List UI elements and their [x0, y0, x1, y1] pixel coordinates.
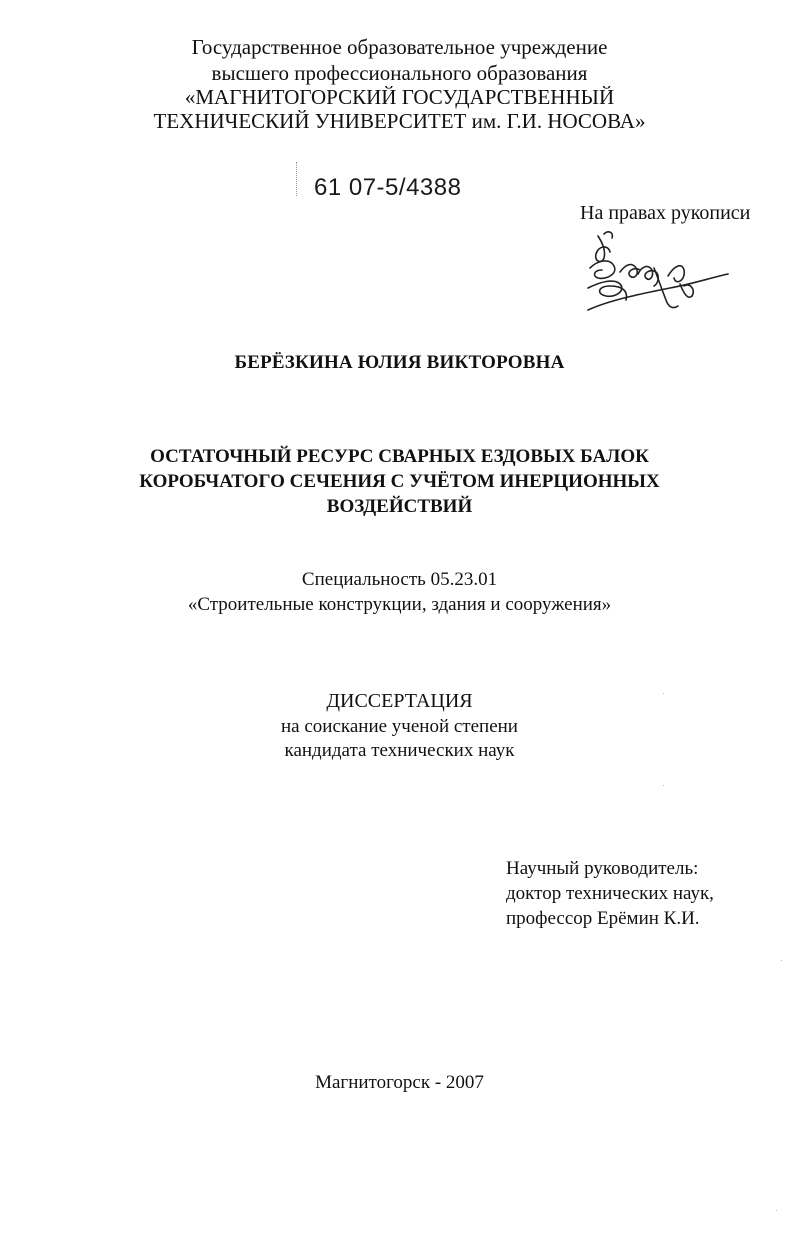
specialty-code: Специальность 05.23.01 [301, 569, 498, 590]
institution-line-2: высшего профессионального образования [211, 61, 588, 85]
advisor-degree: доктор технических наук, [506, 883, 714, 904]
institution-line-4: ТЕХНИЧЕСКИЙ УНИВЕРСИТЕТ им. Г.И. НОСОВА» [153, 109, 646, 133]
title-line-1: ОСТАТОЧНЫЙ РЕСУРС СВАРНЫХ ЕЗДОВЫХ БАЛОК [150, 446, 649, 467]
institution-line-3: «МАГНИТОГОРСКИЙ ГОСУДАРСТВЕННЫЙ [184, 85, 615, 109]
degree-line-2: кандидата технических наук [284, 740, 515, 761]
institution-line-1: Государственное образовательное учреждение [191, 35, 608, 59]
stamp-margin-mark [296, 162, 298, 196]
specialty-name: «Строительные конструкции, здания и сооружения» [187, 594, 612, 615]
title-line-3: ВОЗДЕЙСТВИЙ [326, 496, 473, 517]
degree-line-1: на соискание ученой степени [281, 716, 518, 737]
scientific-advisor [506, 856, 714, 931]
author-name: БЕРЁЗКИНА ЮЛИЯ ВИКТОРОВНА [234, 352, 565, 373]
place-and-year: Магнитогорск - 2007 [315, 1072, 484, 1093]
scan-speck [663, 785, 664, 786]
document-type: ДИССЕРТАЦИЯ [326, 690, 473, 712]
scan-speck [781, 960, 782, 961]
title-line-2: КОРОБЧАТОГО СЕЧЕНИЯ С УЧЁТОМ ИНЕРЦИОННЫХ [139, 471, 660, 492]
scan-speck [663, 693, 664, 694]
handwritten-signature [580, 228, 730, 318]
advisor-label: Научный руководитель: [506, 858, 699, 879]
library-stamp-code: 61 07-5/4388 [314, 174, 462, 201]
advisor-name: профессор Ерёмин К.И. [506, 908, 700, 929]
manuscript-rights-note: На правах рукописи [580, 202, 751, 224]
scan-speck [776, 1210, 777, 1211]
